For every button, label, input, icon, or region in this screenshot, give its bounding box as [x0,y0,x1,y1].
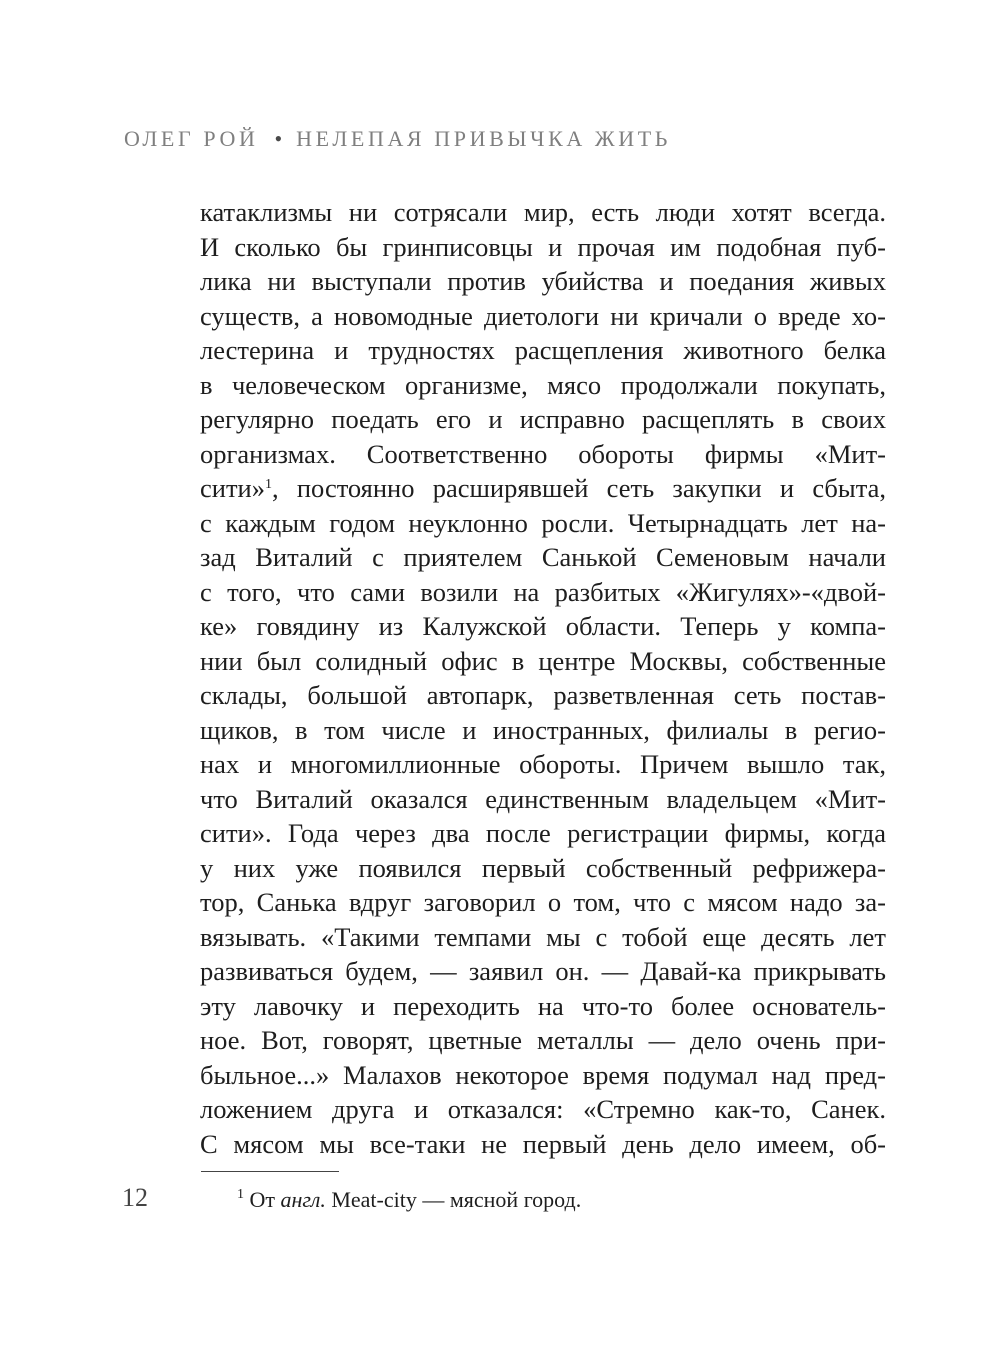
text-line-26: быльное...» Малахов некоторое время подумал над пред- [200,1059,886,1090]
running-head [124,122,824,156]
text-line-11: зад Виталий с приятелем Санькой Семеновым начали [200,542,886,572]
text-line-16: щиков, в том числе и иностранных, филиалы в регио- [200,714,886,745]
text-line-8: организмах. Соответственно обороты фирмы «Мит- [200,438,886,469]
body-text [200,195,886,1161]
text-line-17: нах и многомиллионные обороты. Причем вышло так, [200,749,886,779]
footnote [237,1183,837,1217]
running-head-title: НЕЛЕПАЯ ПРИВЫЧКА ЖИТЬ [296,126,672,151]
running-head-author: ОЛЕГ РОЙ [124,126,259,151]
text-line-1: катаклизмы ни сотрясали мир, есть люди хотят всегда. [200,197,886,227]
footnote-text: Meat-city — мясной город. [331,1187,582,1212]
page-number: 12 [122,1183,148,1212]
text-line-10: с каждым годом неуклонно росли. Четырнадцать лет на- [200,507,886,538]
text-line-9-start: сити» [200,473,265,503]
footnote-number: 1 [237,1187,244,1202]
text-line-20: у них уже появился первый собственный рефрижера- [200,852,886,883]
text-line-27: ложением друга и отказался: «Стремно как-то, Санек. [200,1094,886,1124]
text-line-18: что Виталий оказался единственным владельцем «Мит- [200,783,886,814]
text-line-9-end: , постоянно расширявшей сеть закупки и сбыта, [271,473,886,503]
text-line-15: склады, большой автопарк, разветвленная сеть постав- [200,680,886,710]
text-line-19: сити». Года через два после регистрации фирмы, когда [200,818,886,848]
text-line-12: с того, что сами возили на разбитых «Жигулях»-«двой- [200,576,886,607]
text-line-2: И сколько бы гринписовцы и прочая им подобная пуб- [200,231,886,262]
text-line-22: вязывать. «Такими темпами мы с тобой еще десять лет [200,921,886,952]
text-line-9 [200,471,886,506]
running-head-separator: • [274,126,283,151]
text-line-14: нии был солидный офис в центре Москвы, собственные [200,645,886,676]
footnote-divider [201,1171,339,1172]
text-line-4: существ, а новомодные диетологи ни кричали о вреде хо- [200,300,886,331]
footnote-reference: 1 [264,477,272,492]
text-line-3: лика ни выступали против убийства и поедания живых [200,266,886,296]
text-line-25: ное. Вот, говорят, цветные металлы — дело очень при- [200,1025,886,1055]
footnote-language: англ. [280,1187,326,1212]
text-line-23: развиваться будем, — заявил он. — Давай-ка прикрывать [200,956,886,986]
footnote-prefix: От [249,1187,276,1212]
text-line-13: ке» говядину из Калужской области. Теперь у компа- [200,611,886,641]
text-line-7: регулярно поедать его и исправно расщеплять в своих [200,404,886,434]
text-line-24: эту лавочку и переходить на что-то более основатель- [200,990,886,1021]
text-line-5: лестерина и трудностях расщепления животного белка [200,335,886,365]
text-line-21: тор, Санька вдруг заговорил о том, что с мясом надо за- [200,887,886,917]
text-line-28: С мясом мы все-таки не первый день дело имеем, об- [200,1128,886,1159]
text-line-6: в человеческом организме, мясо продолжали покупать, [200,369,886,400]
